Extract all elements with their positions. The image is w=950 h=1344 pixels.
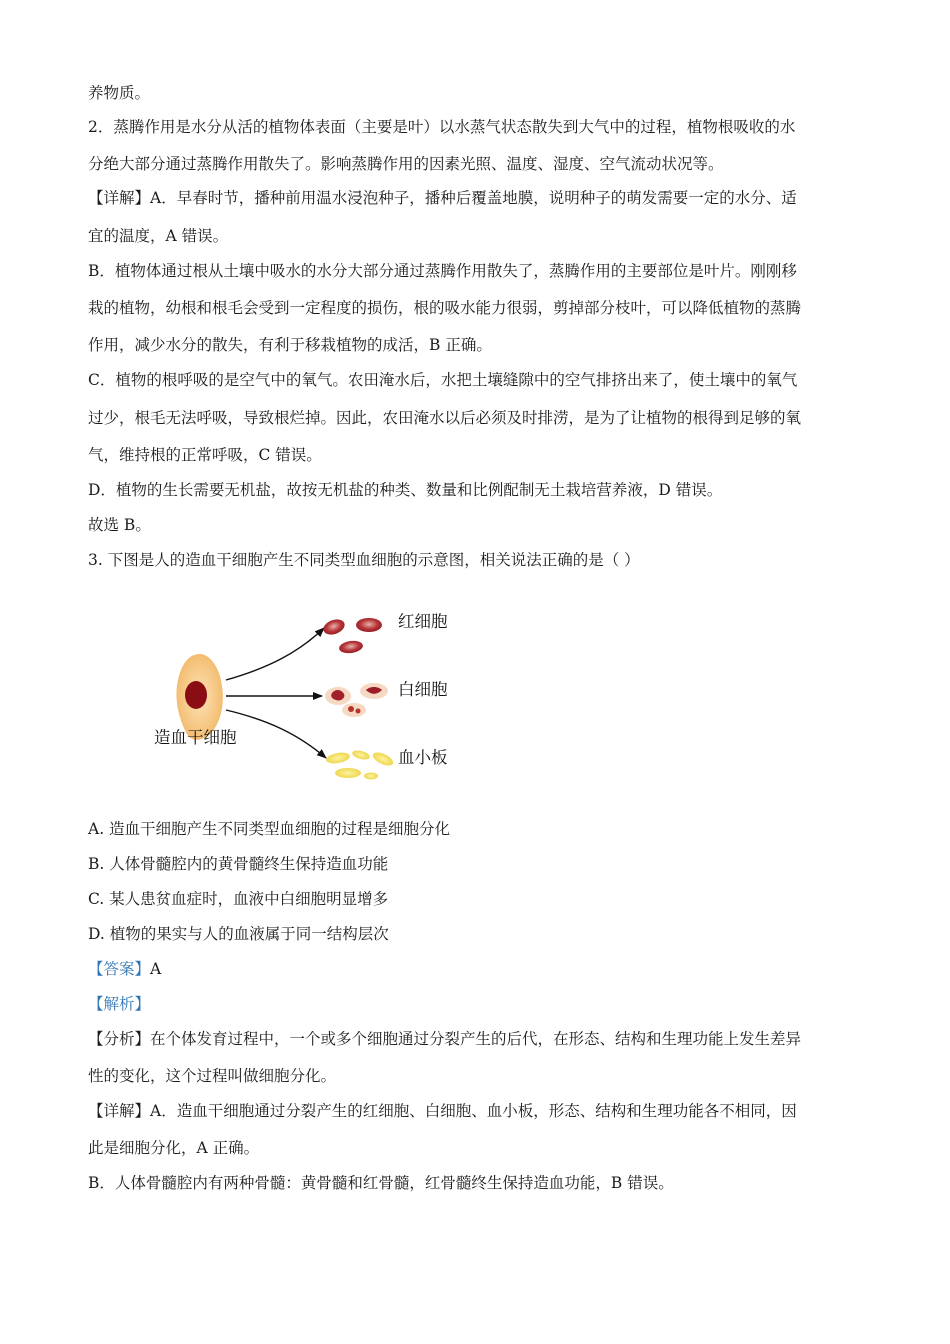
text-line: 性的变化，这个过程叫做细胞分化。 — [88, 1067, 337, 1085]
text-line: 栽的植物，幼根和根毛会受到一定程度的损伤，根的吸水能力很弱，剪掉部分枝叶，可以降低植物的蒸腾 — [88, 299, 802, 317]
text-line: 作用，减少水分的散失，有利于移栽植物的成活，B 正确。 — [88, 336, 492, 354]
text-line: 2．蒸腾作用是水分从活的植物体表面（主要是叶）以水蒸气状态散失到大气中的过程，植物根吸收的水 — [88, 118, 796, 136]
platelet-label: 血小板 — [398, 748, 448, 767]
text-line: C．植物的根呼吸的是空气中的氧气。农田淹水后，水把土壤缝隙中的空气排挤出来了，使土壤中的氧气 — [88, 371, 798, 389]
detail-text: A．造血干细胞通过分裂产生的红细胞、白细胞、血小板，形态、结构和生理功能各不相同，因 — [150, 1102, 797, 1120]
white-cell-label: 白细胞 — [398, 680, 448, 699]
stem-cell-label: 造血干细胞 — [154, 728, 237, 747]
answer-line — [88, 960, 161, 978]
arrow-to-platelet — [226, 710, 326, 758]
option-c: C. 某人患贫血症时，血液中白细胞明显增多 — [88, 890, 389, 908]
text-line: 此是细胞分化，A 正确。 — [88, 1139, 260, 1157]
arrow-to-red-cell — [226, 628, 324, 680]
text-line: 气，维持根的正常呼吸，C 错误。 — [88, 446, 322, 464]
option-a: A. 造血干细胞产生不同类型血细胞的过程是细胞分化 — [88, 820, 451, 838]
text-line — [88, 1102, 797, 1120]
option-d: D. 植物的果实与人的血液属于同一结构层次 — [88, 925, 389, 943]
detail-tag: 【详解】 — [88, 1102, 151, 1120]
text-line: 宜的温度，A 错误。 — [88, 227, 229, 245]
text-line: B．植物体通过根从土壤中吸水的水分大部分通过蒸腾作用散失了，蒸腾作用的主要部位是叶片。刚刚移 — [88, 262, 797, 280]
text-line — [88, 189, 797, 207]
red-blood-cell-icon — [321, 617, 382, 655]
detail-tag: 【详解】 — [88, 189, 151, 207]
diagram-graphics — [148, 598, 508, 798]
fenxi-tag: 【分析】 — [88, 1030, 151, 1048]
text-line: 故选 B。 — [88, 516, 151, 534]
text-line — [88, 1030, 801, 1048]
text-line: B．人体骨髓腔内有两种骨髓：黄骨髓和红骨髓，红骨髓终生保持造血功能，B 错误。 — [88, 1174, 674, 1192]
white-blood-cell-icon — [325, 683, 388, 717]
blood-cell-diagram — [148, 598, 508, 798]
detail-text: A．早春时节，播种前用温水浸泡种子，播种后覆盖地膜，说明种子的萌发需要一定的水分、适 — [150, 189, 797, 207]
analysis-line — [88, 995, 150, 1013]
text-line: 养物质。 — [88, 84, 151, 102]
analysis-tag: 【解析】 — [88, 995, 151, 1013]
fenxi-text: 在个体发育过程中，一个或多个细胞通过分裂产生的后代，在形态、结构和生理功能上发生差异 — [150, 1030, 802, 1048]
platelet-icon — [325, 749, 395, 780]
red-cell-label: 红细胞 — [398, 612, 448, 631]
answer-tag: 【答案】 — [88, 960, 151, 978]
answer-value: A — [150, 960, 162, 978]
question-stem: 3. 下图是人的造血干细胞产生不同类型血细胞的示意图，相关说法正确的是（ ） — [88, 551, 640, 569]
text-line: 过少，根毛无法呼吸，导致根烂掉。因此，农田淹水以后必须及时排涝，是为了让植物的根得到足够的氧 — [88, 409, 802, 427]
option-b: B. 人体骨髓腔内的黄骨髓终生保持造血功能 — [88, 855, 389, 873]
text-line: 分绝大部分通过蒸腾作用散失了。影响蒸腾作用的因素光照、温度、湿度、空气流动状况等。 — [88, 155, 724, 173]
text-line: D．植物的生长需要无机盐，故按无机盐的种类、数量和比例配制无土栽培营养液，D 错误。 — [88, 481, 723, 499]
